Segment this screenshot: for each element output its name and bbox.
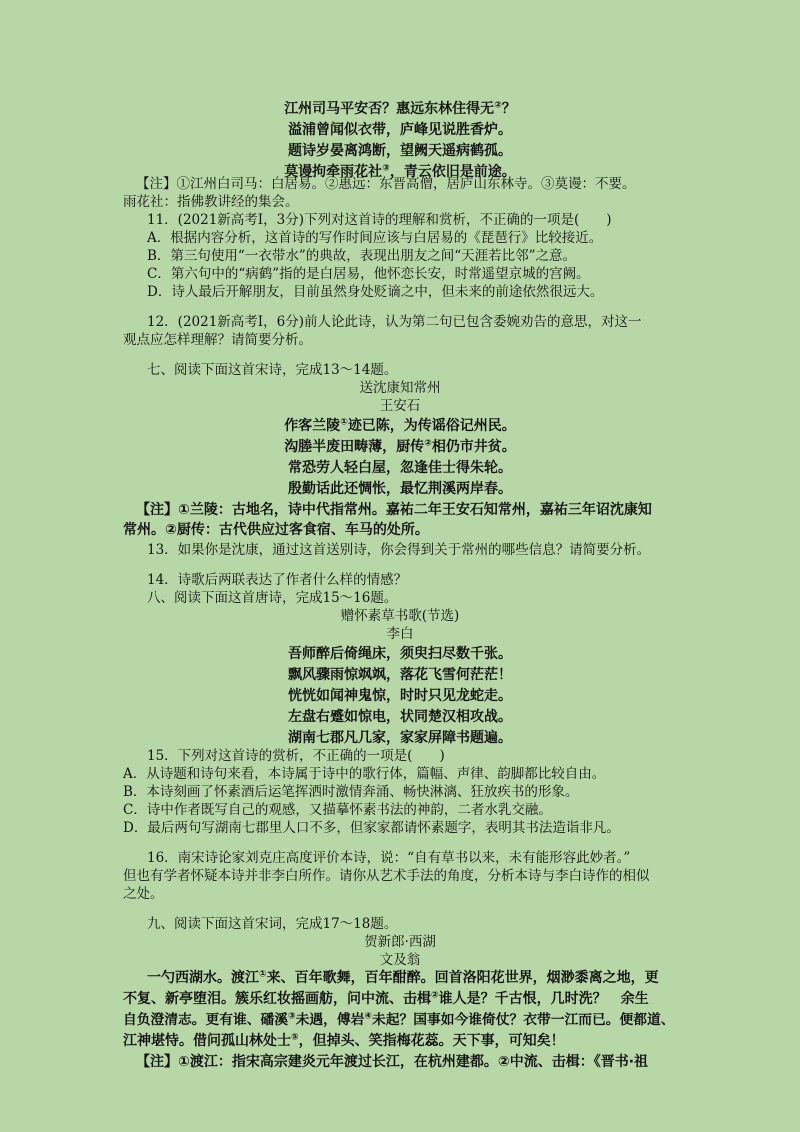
poem1-note: 雨花社：指佛教讲经的集会。 xyxy=(123,194,299,210)
poem2-author: 王安石 xyxy=(379,398,421,414)
question-12-line: 观点应怎样理解？请简要分析。 xyxy=(123,332,312,348)
poem1-line: 江州司马平安否？惠远东林住得无②？ xyxy=(284,100,516,117)
poem2-line: 沟塍半废田畴薄，厨传②相仍市井贫。 xyxy=(284,438,516,455)
q11-option-b: B．第三句使用“一衣带水”的典故，表现出朋友之间“天涯若比邻”之意。 xyxy=(147,248,577,264)
section-9-heading: 九、阅读下面这首宋词，完成17～18题。 xyxy=(147,916,398,932)
poem2-line: 常恐劳人轻白屋，忽逢佳士得朱轮。 xyxy=(288,460,512,476)
poem3-line: 飘风骤雨惊飒飒，落花飞雪何茫茫！ xyxy=(288,667,512,683)
ci-text-line: 一勺西湖水。渡江①来、百年歌舞，百年酣醉。回首洛阳花世界，烟渺黍离之地，更 xyxy=(147,969,659,986)
question-15-stem: 15．下列对这首诗的赏析，不正确的一项是( ) xyxy=(147,748,445,764)
poem3-line: 左盘右蹙如惊电，状同楚汉相攻战。 xyxy=(288,709,512,725)
section-7-heading: 七、阅读下面这首宋诗，完成13～14题。 xyxy=(147,362,398,378)
poem1-note: 【注】①江州白司马：白居易。②惠远：东晋高僧，居庐山东林寺。③莫谩：不要。 xyxy=(136,176,636,192)
poem2-line: 殷勤话此还惆怅，最忆荆溪两岸春。 xyxy=(288,481,512,497)
poem3-line: 湖南七郡凡几家，家家屏障书题遍。 xyxy=(288,730,512,746)
question-14: 14．诗歌后两联表达了作者什么样的情感？ xyxy=(147,572,408,588)
question-11-stem: 11．(2021新高考Ⅰ，3分)下列对这首诗的理解和赏析，不正确的一项是( ) xyxy=(147,212,612,228)
poem1-line: 题诗岁晏离鸿断，望阙天遥病鹤孤。 xyxy=(288,143,512,159)
question-13: 13．如果你是沈康，通过这首送别诗，你会得到关于常州的哪些信息？请简要分析。 xyxy=(147,542,651,558)
poem1-line: 溢浦曾闻似衣带，庐峰见说胜香炉。 xyxy=(288,122,512,138)
question-12-line: 12．(2021新高考Ⅰ，6分)前人论此诗，认为第二句已包含委婉劝告的意思，对这一 xyxy=(147,314,642,330)
poem3-author: 李白 xyxy=(386,626,414,642)
ci-note: 【注】①渡江：指宋高宗建炎元年渡过长江，在杭州建都。②中流、击楫：《晋书·祖 xyxy=(136,1054,649,1070)
poem2-note: 【注】①兰陵：古地名，诗中代指常州。嘉祐二年王安石知常州，嘉祐三年诏沈康知 xyxy=(136,502,652,518)
poem1-line: 莫谩拘牵雨花社③，青云依旧是前途。 xyxy=(284,163,516,180)
q11-option-c: C．第六句中的“病鹤”指的是白居易，他怀恋长安，时常遥望京城的宫阙。 xyxy=(147,266,590,282)
question-16-line: 但也有学者怀疑本诗并非李白所作。请你从艺术手法的角度，分析本诗与李白诗作的相似 xyxy=(123,868,650,884)
q15-option-c: C．诗中作者既写自己的观感，又描摹怀素书法的神韵，二者水乳交融。 xyxy=(123,802,552,818)
poem3-title: 赠怀素草书歌(节选) xyxy=(340,608,460,624)
q15-option-a: A．从诗题和诗句来看，本诗属于诗中的歌行体，篇幅、声律、韵脚都比较自由。 xyxy=(123,766,606,782)
section-8-heading: 八、阅读下面这首唐诗，完成15～16题。 xyxy=(147,590,398,606)
poem3-line: 吾师醉后倚绳床，须臾扫尽数千张。 xyxy=(288,646,512,662)
poem2-note: 常州。②厨传：古代供应过客食宿、车马的处所。 xyxy=(123,522,429,538)
poem2-title: 送沈康知常州 xyxy=(359,380,441,396)
q15-option-d: D．最后两句写湖南七郡里人口不多，但家家都请怀素题字，表明其书法造诣非凡。 xyxy=(123,820,620,836)
ci-text-line: 不复、新亭堕泪。簇乐红妆摇画舫，问中流、击楫②谁人是？千古恨，几时洗？ 余生 xyxy=(123,990,649,1007)
ci-text-line: 自负澄清志。更有谁、磻溪③未遇，傅岩④未起？国事如今谁倚仗？衣带一江而已。便都道、 xyxy=(123,1011,675,1028)
ci-text-line: 江神堪恃。借问孤山林处士⑤，但掉头、笑指梅花蕊。天下事，可知矣！ xyxy=(123,1032,565,1049)
poem4-title: 贺新郎·西湖 xyxy=(364,934,436,950)
poem4-author: 文及翁 xyxy=(379,952,421,968)
q11-option-a: A．根据内容分析，这首诗的写作时间应该与白居易的《琵琶行》比较接近。 xyxy=(147,230,603,246)
poem3-line: 恍恍如闻神鬼惊，时时只见龙蛇走。 xyxy=(288,688,512,704)
question-16-line: 16．南宋诗论家刘克庄高度评价本诗，说：“自有草书以来，未有能形容此妙者。” xyxy=(147,850,631,866)
q15-option-b: B．本诗刻画了怀素酒后运笔挥洒时激情奔涌、畅快淋漓、狂放疾书的形象。 xyxy=(123,784,579,800)
question-16-line: 之处。 xyxy=(123,886,164,902)
q11-option-d: D．诗人最后开解朋友，目前虽然身处贬谪之中，但未来的前途依然很远大。 xyxy=(147,284,604,300)
poem2-line: 作客兰陵①迹已陈，为传谣俗记州民。 xyxy=(284,417,516,434)
